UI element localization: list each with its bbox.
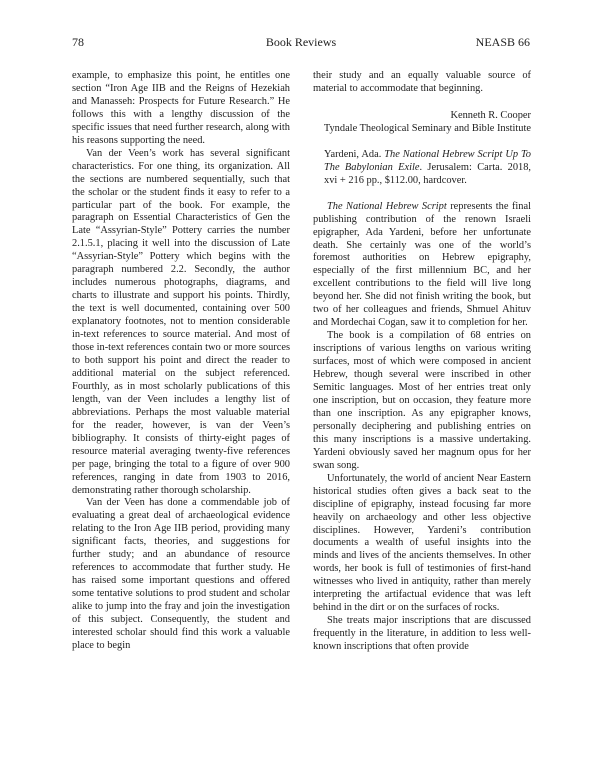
citation-title: The National Hebrew Script Up To The Babylonian Exile — [324, 148, 531, 173]
right-column — [313, 70, 531, 654]
paragraph: their study and an equally valuable source of material to accommodate that beginning. — [313, 70, 531, 94]
paragraph: The book is a compilation of 68 entries on inscriptions of various lengths on various writing surfaces, most of which were composed in ancient Hebrew, though several were inscribed in other Semitic languages. Most of her entries treat only one inscription, but on occasion, they feature more than one inscription. As any epigrapher knows, personally deciphering and publishing entries on this many inscriptions is a massive undertaking. Yardeni obviously saved her magnum opus for her swan song. — [313, 330, 531, 471]
reviewer-name: Kenneth R. Cooper — [450, 109, 531, 121]
page-number: 78 — [72, 35, 84, 49]
citation-author: Yardeni, Ada. — [324, 148, 385, 160]
paragraph: Unfortunately, the world of ancient Near Eastern historical studies often gives a back seat to the discipline of epigraphy, instead focusing far more heavily on archaeology and other less objective disciplines. However, Yardeni’s contribution documents a wealth of useful insights into the minds and lives of the ancients themselves. In other words, her book is full of testimonies of first-hand witnesses who lived in antiquity, rather than merely interpreting the artifactual evidence that was left behind in the dirt or on the surfaces of rocks. — [313, 472, 531, 614]
citation-details: . Jerusalem: Carta. 2018, xvi + 216 pp., $112.00, hardcover. — [324, 161, 531, 186]
paragraph: Van der Veen’s work has several significant characteristics. For one thing, its organization. All the sections are numbered sequentially, such that the scholar or the student finds it easy to refer to a particular part of the book. For example, the paragraph on Essential Characteristics of Gen the Late “Assyrian-Style” Pottery carries the number 2.1.5.1, placing it well into the discussion of Late “Assyrian-Style” Pottery which begins with the paragraph numbered 2.2. Secondly, the author includes numerous photographs, diagrams, and charts to illustrate and support his points. Thirdly, the text is well documented, containing over 500 explanatory footnotes, not to mention considerable in-text references to source material. And most of those in-text references contain two or more sources to both support his point and direct the reader to additional material on the subject referenced. Fourthly, as in most scholarly publications of this length, van der Veen includes a lengthy list of abbreviations. Perhaps the most valuable material for the reader, however, is van der Veen’s bibliography. It consists of thirty-eight pages of resource material averaging twenty-five references per page, bringing the total to a figure of over 900 references, ranging in date from 1903 to 2016, demonstrating rather thorough scholarship. — [72, 147, 290, 496]
paragraph: Van der Veen has done a commendable job of evaluating a great deal of archaeological evidence relating to the Iron Age IIB period, providing many significant facts, theories, and suggestions for further study; and an abundance of resource references to accommodate that further study. He has raised some important questions and offered some tentative solutions to prod student and scholar alike to jump into the fray and join the investigation of this subject. Consequently, the student and interested scholar should find this work a valuable place to begin — [72, 497, 290, 651]
reviewer-affiliation: Tyndale Theological Seminary and Bible Institute — [323, 122, 531, 134]
journal-label: NEASB 66 — [475, 35, 530, 49]
book-citation — [313, 149, 531, 188]
paragraph: She treats major inscriptions that are discussed frequently in the literature, in addition to less well-known inscriptions that often provide — [313, 615, 531, 653]
section-title: Book Reviews — [265, 35, 337, 49]
running-header — [72, 34, 530, 50]
book-title-mention: The National Hebrew Script — [327, 200, 447, 212]
paragraph: The National Hebrew Script represents the final publishing contribution of the renown Israeli epigrapher, Ada Yardeni, before her unfortunate death. She certainly was one of the world’s foremost authorities on Hebrew epigraphy, especially of the first millennium BC, and her excellent contributions to the field will live long beyond her. She did not finish writing the book, but two of her colleagues and friends, Shmuel Ahituv and Mordechai Cogan, saw it to completion for her. — [313, 200, 531, 329]
paragraph: example, to emphasize this point, he entitles one section “Iron Age IIB and the Reigns of Hezekiah and Manasseh: Prospects for Future Research.” He follows this with a lengthy discussion of the specific issues that need further research, along with his reasons supporting the need. — [72, 70, 290, 146]
left-column — [72, 70, 290, 653]
